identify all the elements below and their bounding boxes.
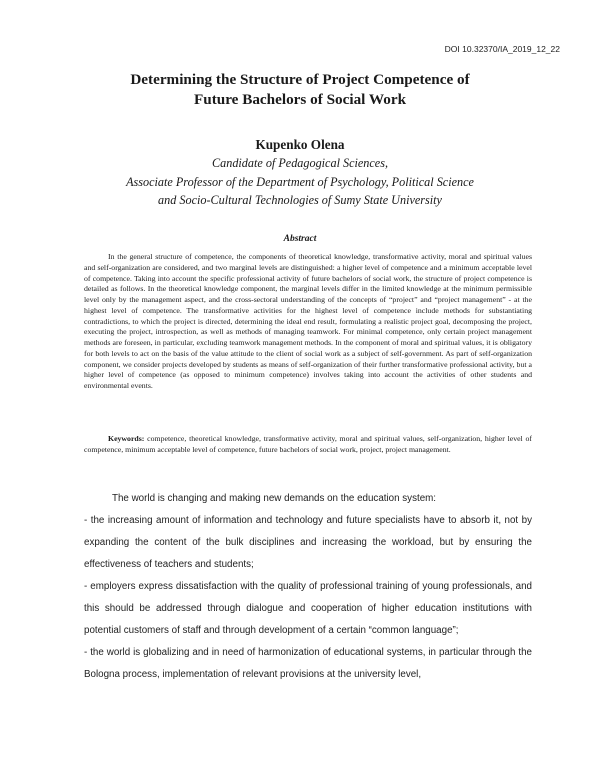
title-line-1: Determining the Structure of Project Competence of: [130, 71, 470, 88]
doi-label: DOI 10.32370/IA_2019_12_22: [444, 44, 560, 54]
keywords-label: Keywords:: [108, 434, 145, 443]
paper-title: [60, 70, 540, 110]
body-text: [84, 488, 532, 686]
abstract-text: In the general structure of competence, the components of theoretical knowledge, transformative activity, moral and spiritual values and self-organization are considered, and two marginal levels are distinguished: a higher level of competence and a minimum acceptable level of competence. Taking into account the specific professional activity of future bachelors of social work, the structure of project competence is detailed as follows. In the theoretical knowledge component, the marginal levels differ in the limited knowledge at the minimum permissible level only by the management aspect, and the cross-sectoral understanding of the concepts of “project” and “project management” - at the highest level of competence. The transformative activities for the highest level of competence include methods for substantiating contradictions, to which the project is directed, determining the ideal end result, formulating a realistic project goal, decomposing the project, executing the project, introspection, as well as methods of managing teamwork. For minimal competence, only certain project management methods are foreseen, in particular, excluding teamwork management methods. In the component of moral and spiritual values, it is obligatory for both levels to act on the basis of the value attitude to the client of social work as a subject of self-government. As part of self-organization component, we consider projects developed by students as means of self-organization of their further transformative professional activity, but a higher level of competence (as opposed to minimum competence) involves taking into account the activities of other students and environmental events.: [84, 252, 532, 390]
title-line-2: Future Bachelors of Social Work: [193, 91, 407, 108]
body-paragraph-2: - the increasing amount of information and technology and future specialists have to absorb it, not by expanding the content of the bulk disciplines and increasing the workload, but by ensuring the effectiveness of teachers and students;: [84, 515, 532, 570]
body-paragraph-4: - the world is globalizing and in need of harmonization of educational systems, in particular through the Bologna process, implementation of relevant provisions at the university level,: [84, 647, 532, 680]
author-affiliation: [60, 154, 540, 210]
affiliation-line-3: and Socio-Cultural Technologies of Sumy State University: [158, 193, 442, 207]
body-paragraph-1: The world is changing and making new demands on the education system:: [112, 493, 437, 504]
body-paragraph-3: - employers express dissatisfaction with the quality of professional training of young professionals, and this should be addressed through dialogue and cooperation of higher education institutions with potential customers of staff and through development of a certain “common language”;: [84, 581, 532, 636]
keywords-paragraph: [84, 434, 532, 456]
affiliation-line-1: Candidate of Pedagogical Sciences,: [212, 156, 388, 170]
abstract-heading: Abstract: [283, 234, 317, 244]
author-name: Kupenko Olena: [255, 137, 345, 152]
keywords-text: competence, theoretical knowledge, transformative activity, moral and spiritual values, self-organization, higher level of competence, minimum acceptable level of competence, future bachelors of social work, project, project management.: [84, 434, 532, 454]
affiliation-line-2: Associate Professor of the Department of Psychology, Political Science: [126, 174, 474, 189]
